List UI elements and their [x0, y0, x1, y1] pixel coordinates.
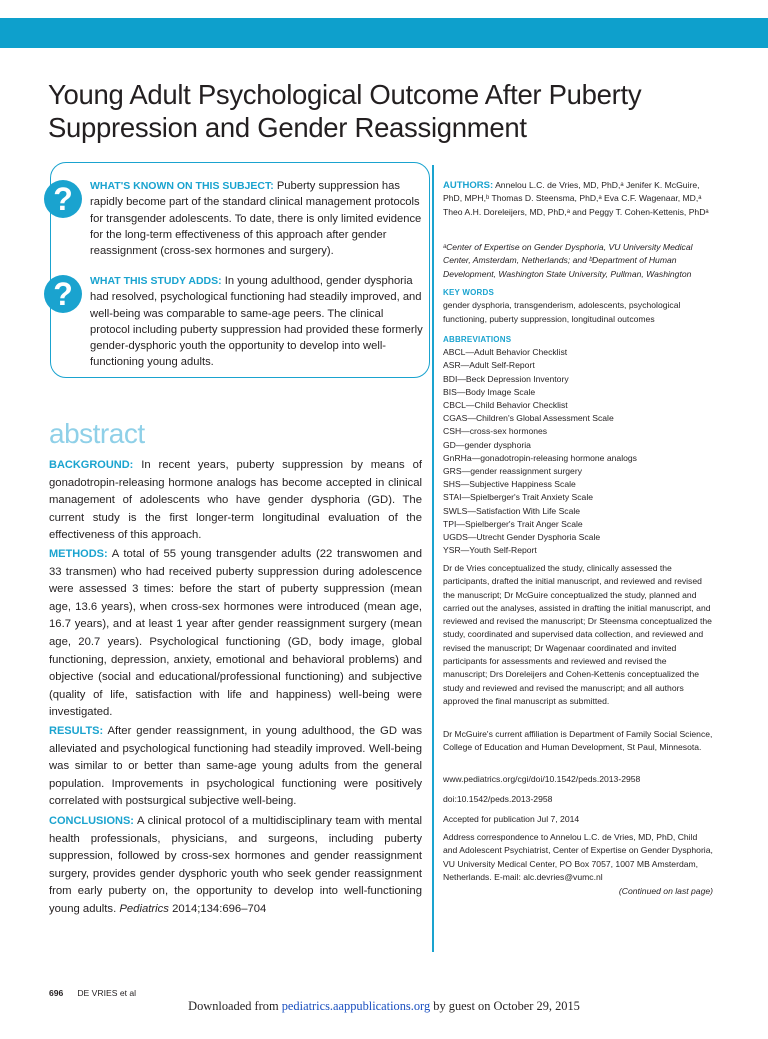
- methods-text: A total of 55 young transgender adults (22 transwomen and 33 transmen) who had received puberty suppression during adolescence were assessed 3 times: before the start of puberty suppression (mean age, 13.6 years), when cross-sex hormones were introduced (mean age, 16.7 years), and at least 1 year after gender reassignment surgery (mean age, 20.7 years). Psychological functioning (GD, body image, global functioning, depression, anxiety, emotional and behavioral problems) and objective (social and educational/professional functioning) and subjective (quality of life, satisfaction with life and happiness) well-being were investigated.: [49, 548, 423, 719]
- page-footer: [49, 988, 136, 998]
- download-prefix: Downloaded from: [188, 999, 279, 1013]
- affiliation-note: Dr McGuire's current affiliation is Department of Family Social Science, College of Education and Human Development, St Paul, Minnesota.: [443, 729, 713, 753]
- running-head: DE VRIES et al: [77, 988, 137, 998]
- abbreviations-block: [443, 333, 713, 557]
- results-paragraph: [49, 723, 422, 811]
- background-label: BACKGROUND:: [49, 459, 134, 471]
- abstract-heading: abstract: [49, 418, 145, 449]
- abbreviation-item: BIS—Body Image Scale: [443, 386, 536, 397]
- abbreviation-item: UGDS—Utrecht Gender Dysphoria Scale: [443, 532, 601, 543]
- page-number: 696: [49, 988, 64, 998]
- column-divider: [432, 165, 434, 952]
- abbreviation-item: BDI—Beck Depression Inventory: [443, 373, 569, 384]
- download-suffix: by guest on October 29, 2015: [433, 999, 580, 1013]
- abbreviation-item: ABCL—Adult Behavior Checklist: [443, 347, 568, 358]
- abbreviation-item: CSH—cross-sex hormones: [443, 426, 548, 437]
- keywords-block: [443, 286, 713, 326]
- article-url[interactable]: www.pediatrics.org/cgi/doi/10.1542/peds.2013-2958: [443, 774, 641, 784]
- download-link[interactable]: pediatrics.aappublications.org: [281, 999, 431, 1013]
- correspondence: Address correspondence to Annelou L.C. de Vries, MD, PhD, Child and Adolescent Psychiatrist, Center of Expertise on Gender Dysphoria, VU University Medical Center, PO Box 7057, 1007 MB Amsterdam, Netherlands. E-mail: alc.devries@vumc.nl: [443, 832, 713, 882]
- abbreviation-item: YSR—Youth Self-Report: [443, 545, 537, 556]
- adds-label: WHAT THIS STUDY ADDS:: [90, 275, 222, 287]
- adds-section: [90, 273, 425, 371]
- known-label: WHAT'S KNOWN ON THIS SUBJECT:: [90, 180, 274, 192]
- background-text: In recent years, puberty suppression by means of gonadotropin-releasing hormone analogs has become accepted in clinical management of adolescents who have gender dysphoria (GD). The current study is the first longer-term longitudinal evaluation of the effectiveness of this approach.: [49, 459, 422, 542]
- contributions: Dr de Vries conceptualized the study, clinically assessed the participants, drafted the initial manuscript, and reviewed and revised the manuscript; Dr McGuire conceptualized the study, planned and carried out the analyses, assisted in drafting the initial manuscript, and reviewed and revised the manuscript; Dr Steensma conceptualized the study, coordinated and supervised data collection, and reviewed and revised the manuscript; Dr Wagenaar coordinated and invited participants for assessments and reviewed and revised the manuscript; Drs Doreleijers and Cohen-Kettenis conceptualized the study and reviewed and revised the manuscript; and all authors approved the final manuscript as submitted.: [443, 563, 712, 706]
- conclusions-label: CONCLUSIONS:: [49, 815, 134, 827]
- methods-label: METHODS:: [49, 548, 108, 560]
- header-bar: [0, 18, 768, 48]
- conclusions-text: A clinical protocol of a multidisciplinary team with mental health professionals, physicians, and surgeons, including puberty suppression, followed by cross-sex hormones and gender reassignment surgery, provides gender dysphoric youth who seek gender reassignment from early puberty on, the opportunity to develop into well-functioning young adults.: [49, 815, 422, 915]
- abbreviation-item: GRS—gender reassignment surgery: [443, 466, 582, 477]
- abbreviation-item: SWLS—Satisfaction With Life Scale: [443, 505, 581, 516]
- abbreviation-item: ASR—Adult Self-Report: [443, 360, 535, 371]
- abbreviation-item: TPI—Spielberger's Trait Anger Scale: [443, 518, 583, 529]
- abbreviation-item: CGAS—Children's Global Assessment Scale: [443, 413, 614, 424]
- question-icon: ?: [44, 180, 82, 218]
- abbreviation-item: GD—gender dysphoria: [443, 439, 531, 450]
- accepted-date: Accepted for publication Jul 7, 2014: [443, 814, 580, 824]
- abbreviation-item: GnRHa—gonadotropin-releasing hormone analogs: [443, 452, 637, 463]
- results-label: RESULTS:: [49, 725, 104, 737]
- keywords-text: gender dysphoria, transgenderism, adolescents, psychological functioning, puberty suppression, longitudinal outcomes: [443, 300, 681, 324]
- abbreviation-item: CBCL—Child Behavior Checklist: [443, 400, 568, 411]
- citation-journal: Pediatrics: [119, 902, 169, 915]
- affiliations: ᵃCenter of Expertise on Gender Dysphoria, VU University Medical Center, Amsterdam, Netherlands; and ᵇDepartment of Human Development, Washington State University, Pullman, Washington: [443, 242, 693, 279]
- keywords-label: KEY WORDS: [443, 288, 494, 297]
- abbreviations-label: ABBREVIATIONS: [443, 335, 512, 344]
- conclusions-paragraph: [49, 813, 422, 919]
- background-paragraph: [49, 457, 422, 545]
- continued-note: (Continued on last page): [618, 886, 713, 896]
- citation-details: 2014;134:696–704: [172, 902, 267, 915]
- adds-text: In young adulthood, gender dysphoria had resolved, psychological functioning had steadily improved, and well-being was comparable to same-age peers. The clinical protocol including puberty suppression had provided these formerly gender-dysphoric youth the opportunity to develop into well-functioning young adults.: [90, 275, 423, 369]
- known-section: [90, 178, 425, 259]
- known-text: Puberty suppression has rapidly become part of the standard clinical management protocols for transgender adolescents. To date, there is only limited evidence for the long-term effectiveness of this approach after gender reassignment (cross-sex hormones and surgery).: [90, 180, 422, 258]
- authors-text: Annelou L.C. de Vries, MD, PhD,ᵃ Jenifer K. McGuire, PhD, MPH,ᵇ Thomas D. Steensma, PhD,ᵃ Eva C.F. Wagenaar, MD,ᵃ Theo A.H. Doreleijers, MD, PhD,ᵃ and Peggy T. Cohen-Kettenis, PhDᵃ: [443, 180, 709, 217]
- question-icon: ?: [44, 275, 82, 313]
- doi: doi:10.1542/peds.2013-2958: [443, 794, 553, 804]
- article-title: Young Adult Psychological Outcome After Puberty Suppression and Gender Reassignment: [48, 79, 642, 143]
- results-text: After gender reassignment, in young adulthood, the GD was alleviated and psychological functioning had steadily improved. Well-being was similar to or better than same-age young adults from the general population. Improvements in psychological functioning were positively correlated with postsurgical subjective well-being.: [49, 725, 422, 808]
- authors-block: [443, 179, 713, 219]
- methods-paragraph: [49, 546, 422, 722]
- authors-label: AUTHORS:: [443, 180, 494, 191]
- download-notice: [0, 999, 768, 1014]
- abbreviation-item: SHS—Subjective Happiness Scale: [443, 479, 576, 490]
- abbreviation-item: STAI—Spielberger's Trait Anxiety Scale: [443, 492, 594, 503]
